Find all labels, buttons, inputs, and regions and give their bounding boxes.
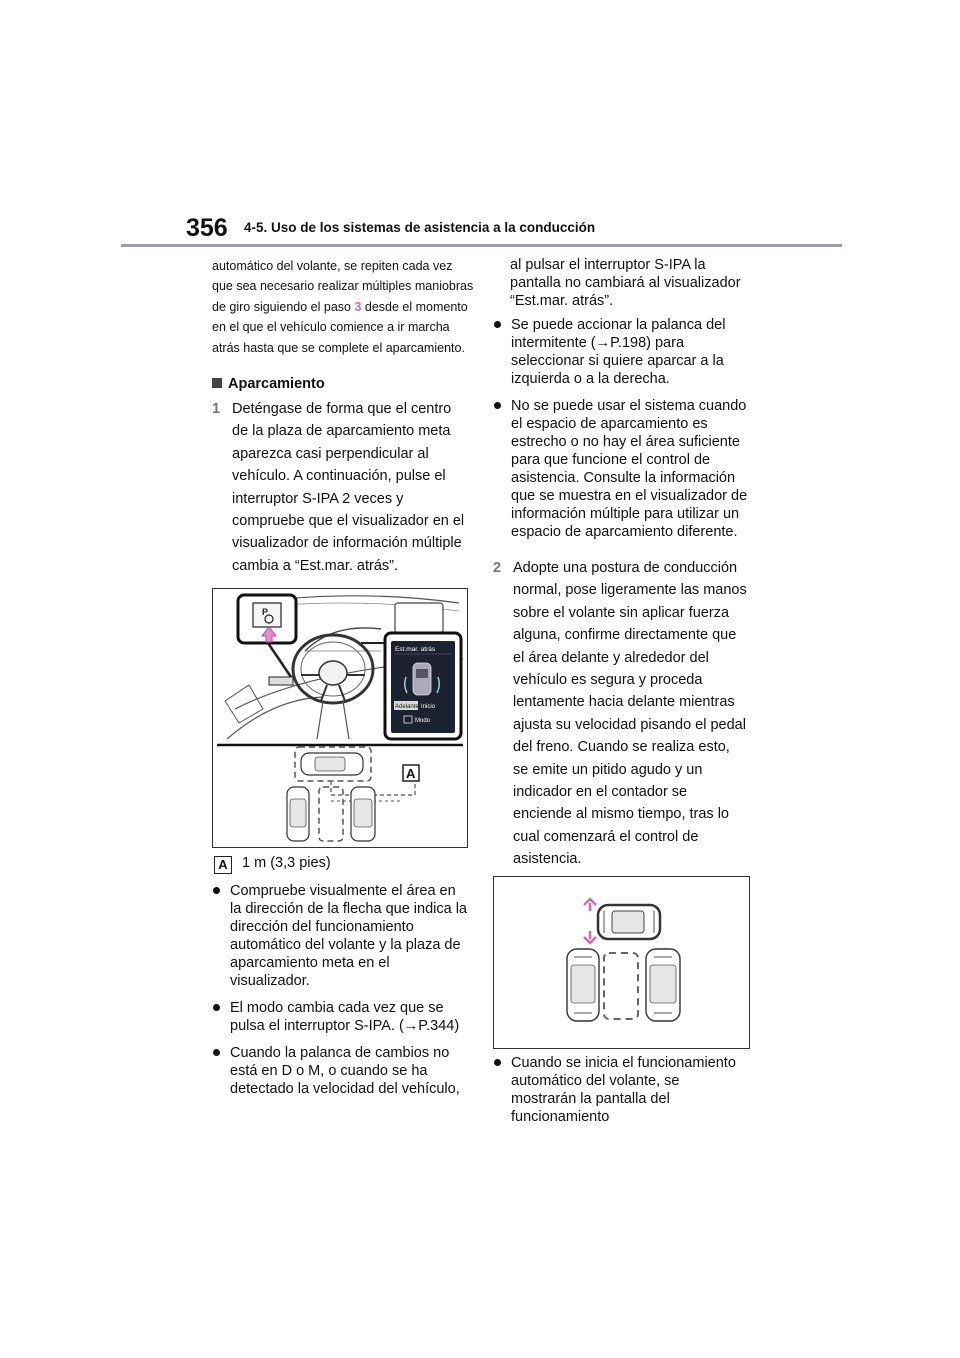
parking-diagram — [494, 877, 749, 1048]
step-reference: 3 — [354, 299, 362, 314]
button-adelante: Adelante — [395, 704, 419, 710]
dashboard-illustration — [213, 589, 467, 847]
header-divider — [121, 244, 842, 247]
parked-car-right — [646, 949, 680, 1021]
button-modo: Modo — [415, 718, 431, 724]
square-bullet-icon — [212, 378, 222, 388]
step-text: Deténgase de forma que el centro de la plaza de aparcamiento meta aparezca casi perpendicular al vehículo. A continuación, pulse el interruptor S-IPA 2 veces y compruebe que el visualizador en el visualizador de información múltiple cambia a “Est.mar. atrás”. — [232, 401, 465, 574]
figure-legend — [214, 854, 331, 874]
figure-parking-start — [493, 876, 750, 1049]
step-number: 2 — [493, 560, 502, 576]
car-moving — [301, 753, 363, 775]
step-2 — [493, 557, 747, 868]
intro-text-1: automático del volante, se repiten cada vez que sea necesario realizar múltiples maniobras de giro siguiendo el paso — [212, 259, 474, 314]
legend-key: A — [214, 856, 232, 874]
left-bullet-list — [212, 882, 470, 1107]
section-heading — [212, 376, 325, 392]
button-inicio: Inicio — [421, 704, 436, 710]
intro-text-2: desde el momento en el que el vehículo comience a ir marcha atrás hasta que se complete el aparcamiento. — [212, 299, 468, 355]
parked-car-right — [351, 787, 375, 841]
car-moving — [598, 905, 660, 939]
intro-paragraph — [212, 256, 474, 358]
callout-a: A — [406, 766, 416, 781]
list-item: No se puede usar el sistema cuando el espacio de aparcamiento es estrecho o no hay el área suficiente para que funcione el control de asistencia. Consulte la información que se muestra en el visualizador de información múltiple para utilizar un espacio de aparcamiento diferente. — [493, 397, 748, 541]
parked-car-left — [567, 949, 599, 1021]
display-title: Est.mar. atrás — [395, 646, 436, 653]
section-title: 4-5. Uso de los sistemas de asistencia a la conducción — [244, 220, 596, 235]
page-number: 356 — [186, 214, 228, 242]
legend-text: 1 m (3,3 pies) — [242, 855, 331, 871]
section-heading-label: Aparcamiento — [228, 376, 325, 392]
parked-car-left — [287, 787, 309, 841]
list-item: El modo cambia cada vez que se pulsa el interruptor S-IPA. (→P.344) — [212, 999, 470, 1035]
step-text: Adopte una postura de conducción normal, pose ligeramente las manos sobre el volante sin aplicar fuerza alguna, confirme directamente que el área delante y alrededor del vehículo es segura y proceda lentamente hacia delante mientras ajusta su velocidad pisando el pedal del freno. Cuando se realiza esto, se emite un pitido agudo y un indicador en el contador se enciende al mismo tiempo, tras lo cual comenzará el control de asistencia. — [513, 560, 747, 868]
list-item: Cuando se inicia el funcionamiento automático del volante, se mostrarán la pantalla del funcionamiento — [493, 1054, 748, 1126]
right-top-paragraph: al pulsar el interruptor S-IPA la pantalla no cambiará al visualizador “Est.mar. atrás”. — [510, 257, 741, 309]
right-bullet-list — [493, 316, 748, 550]
switch-label: P — [262, 607, 269, 617]
list-item: Cuando la palanca de cambios no está en D o M, o cuando se ha detectado la velocidad del vehículo, — [212, 1044, 470, 1098]
list-item: Se puede accionar la palanca del intermitente (→P.198) para seleccionar si quiere aparcar a la izquierda o a la derecha. — [493, 316, 748, 388]
figure-dashboard-parking — [212, 588, 468, 848]
step-1 — [212, 398, 470, 578]
list-item: Compruebe visualmente el área en la dirección de la flecha que indica la dirección del funcionamiento automático del volante y la plaza de aparcamiento meta en el visualizador. — [212, 882, 470, 990]
right-bottom-bullet-list — [493, 1054, 748, 1135]
step-number: 1 — [212, 401, 221, 417]
